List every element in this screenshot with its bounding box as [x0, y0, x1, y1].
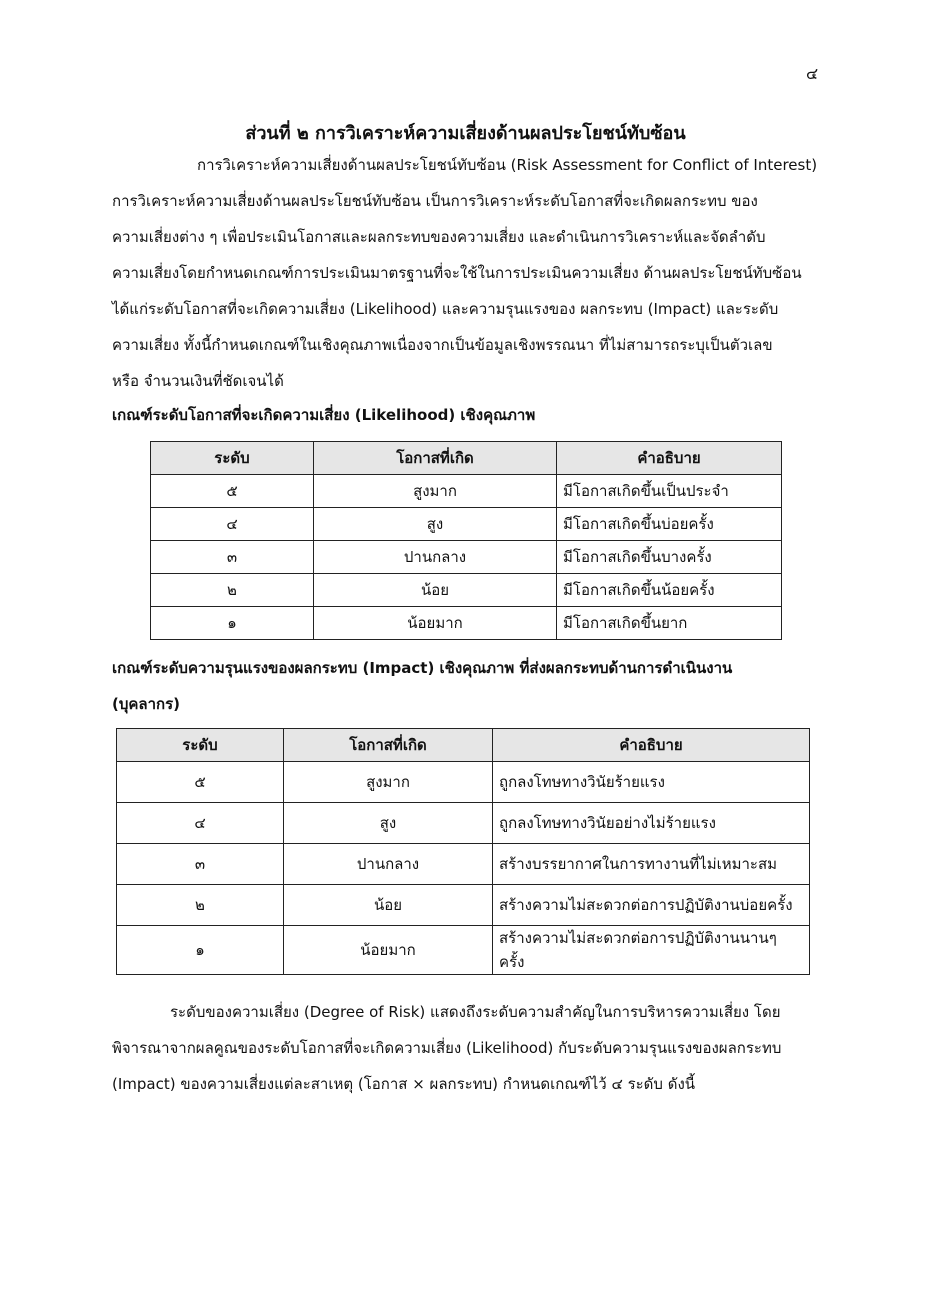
description-cell: มีโอกาสเกิดขึ้นน้อยครั้ง: [557, 574, 782, 607]
chance-cell: น้อยมาก: [314, 607, 557, 640]
chance-cell: สูง: [314, 508, 557, 541]
table-row: [151, 508, 782, 541]
description-cell: มีโอกาสเกิดขึ้นบ่อยครั้ง: [557, 508, 782, 541]
level-cell: ๓: [117, 844, 284, 885]
level-cell: ๑: [151, 607, 314, 640]
table-row: [117, 926, 810, 975]
column-header-level: ระดับ: [151, 442, 314, 475]
chance-cell: ปานกลาง: [314, 541, 557, 574]
level-cell: ๔: [151, 508, 314, 541]
level-cell: ๕: [151, 475, 314, 508]
column-header-description: คำอธิบาย: [493, 729, 810, 762]
degree-line: ระดับของความเสี่ยง (Degree of Risk) แสดงถึงระดับความสำคัญในการบริหารความเสี่ยง โดย: [170, 1003, 781, 1021]
likelihood-table: [150, 441, 782, 640]
chance-cell: น้อย: [314, 574, 557, 607]
table-row: [151, 541, 782, 574]
table-row: [117, 762, 810, 803]
chance-cell: น้อย: [284, 885, 493, 926]
impact-table: [116, 728, 810, 975]
level-cell: ๓: [151, 541, 314, 574]
degree-paragraph: [112, 994, 824, 1102]
description-cell: มีโอกาสเกิดขึ้นเป็นประจำ: [557, 475, 782, 508]
degree-line: พิจารณาจากผลคูณของระดับโอกาสที่จะเกิดความเสี่ยง (Likelihood) กับระดับความรุนแรงของผลกระทบ: [112, 1039, 782, 1057]
intro-paragraph: [112, 147, 824, 399]
intro-line: การวิเคราะห์ความเสี่ยงด้านผลประโยชน์ทับซ้อน (Risk Assessment for Conflict of Interest): [197, 156, 818, 174]
table-row: [117, 803, 810, 844]
level-cell: ๑: [117, 926, 284, 975]
description-cell: สร้างความไม่สะดวกต่อการปฏิบัติงานนานๆ ครั้ง: [493, 926, 810, 975]
chance-cell: ปานกลาง: [284, 844, 493, 885]
description-cell: ถูกลงโทษทางวินัยอย่างไม่ร้ายแรง: [493, 803, 810, 844]
intro-line: การวิเคราะห์ความเสี่ยงด้านผลประโยชน์ทับซ้อน เป็นการวิเคราะห์ระดับโอกาสที่จะเกิดผลกระทบ ของ: [112, 192, 758, 210]
table-row: [117, 844, 810, 885]
column-header-description: คำอธิบาย: [557, 442, 782, 475]
description-cell: มีโอกาสเกิดขึ้นบางครั้ง: [557, 541, 782, 574]
chance-cell: สูงมาก: [314, 475, 557, 508]
table-row: [151, 607, 782, 640]
chance-cell: สูง: [284, 803, 493, 844]
description-cell: สร้างบรรยากาศในการทางานที่ไม่เหมาะสม: [493, 844, 810, 885]
table-row: [151, 475, 782, 508]
description-cell: สร้างความไม่สะดวกต่อการปฏิบัติงานบ่อยครั้ง: [493, 885, 810, 926]
intro-line: ความเสี่ยงโดยกำหนดเกณฑ์การประเมินมาตรฐานที่จะใช้ในการประเมินความเสี่ยง ด้านผลประโยชน์ทับซ้อน: [112, 264, 802, 282]
likelihood-heading: เกณฑ์ระดับโอกาสที่จะเกิดความเสี่ยง (Likelihood) เชิงคุณภาพ: [112, 406, 536, 424]
level-cell: ๕: [117, 762, 284, 803]
page-number: ๔: [806, 64, 819, 83]
section-title: ส่วนที่ ๒ การวิเคราะห์ความเสี่ยงด้านผลประโยชน์ทับซ้อน: [245, 123, 686, 144]
level-cell: ๒: [117, 885, 284, 926]
column-header-level: ระดับ: [117, 729, 284, 762]
intro-line: ได้แก่ระดับโอกาสที่จะเกิดความเสี่ยง (Likelihood) และความรุนแรงของ ผลกระทบ (Impact) และระดับ: [112, 300, 779, 318]
impact-heading-line: (บุคลากร): [112, 695, 181, 713]
impact-heading: [112, 650, 732, 722]
table-row: [151, 574, 782, 607]
table-header-row: [151, 442, 782, 475]
degree-line: (Impact) ของความเสี่ยงแต่ละสาเหตุ (โอกาส × ผลกระทบ) กำหนดเกณฑ์ไว้ ๔ ระดับ ดังนี้: [112, 1075, 696, 1093]
column-header-chance: โอกาสที่เกิด: [314, 442, 557, 475]
column-header-chance: โอกาสที่เกิด: [284, 729, 493, 762]
description-cell: ถูกลงโทษทางวินัยร้ายแรง: [493, 762, 810, 803]
intro-line: ความเสี่ยง ทั้งนี้กำหนดเกณฑ์ในเชิงคุณภาพเนื่องจากเป็นข้อมูลเชิงพรรณนา ที่ไม่สามารถระบุเป็นตัวเลข: [112, 336, 773, 354]
intro-line: หรือ จำนวนเงินที่ชัดเจนได้: [112, 372, 284, 390]
level-cell: ๔: [117, 803, 284, 844]
impact-heading-line: เกณฑ์ระดับความรุนแรงของผลกระทบ (Impact) เชิงคุณภาพ ที่ส่งผลกระทบด้านการดำเนินงาน: [112, 659, 733, 677]
chance-cell: สูงมาก: [284, 762, 493, 803]
description-cell: มีโอกาสเกิดขึ้นยาก: [557, 607, 782, 640]
table-row: [117, 885, 810, 926]
chance-cell: น้อยมาก: [284, 926, 493, 975]
level-cell: ๒: [151, 574, 314, 607]
intro-line: ความเสี่ยงต่าง ๆ เพื่อประเมินโอกาสและผลกระทบของความเสี่ยง และดำเนินการวิเคราะห์และจัดลำดับ: [112, 228, 766, 246]
table-header-row: [117, 729, 810, 762]
